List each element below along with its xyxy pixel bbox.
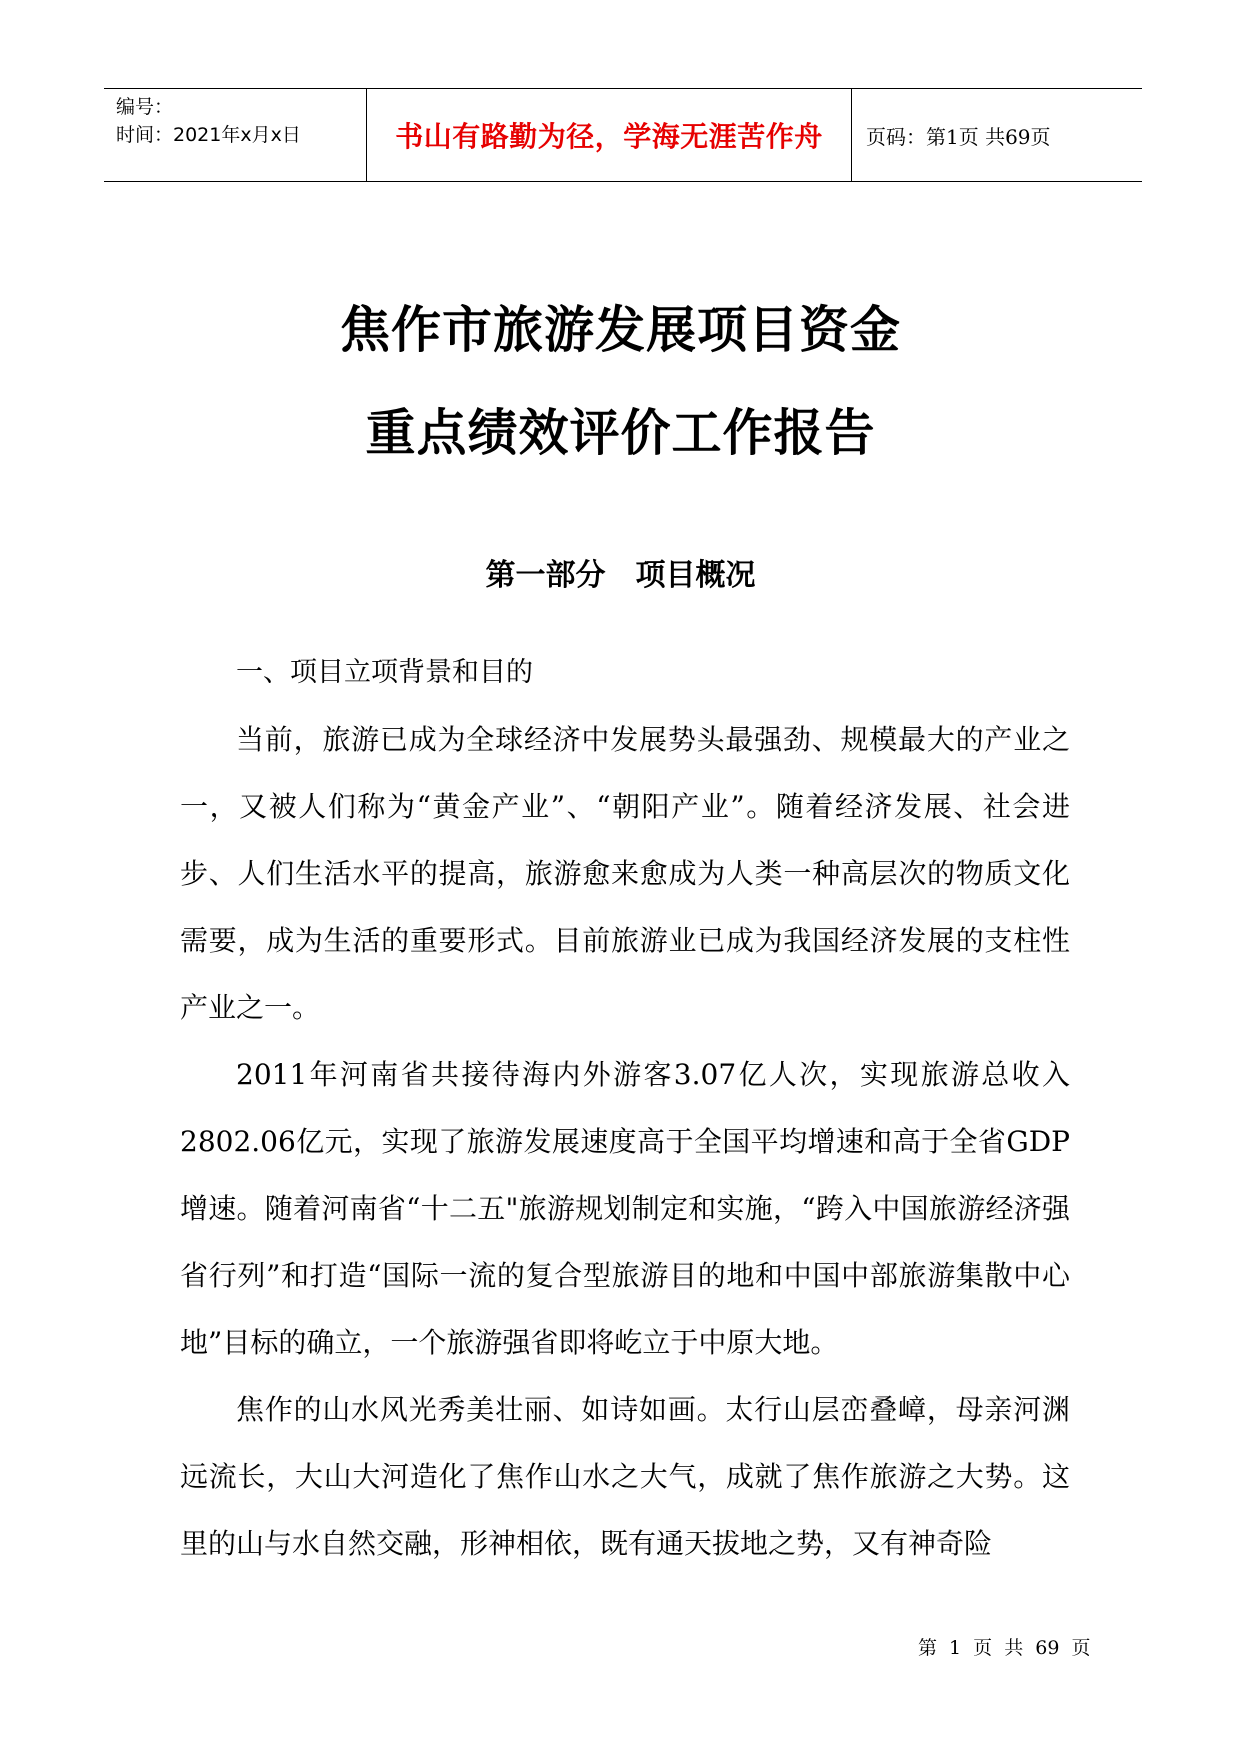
paragraph-2: 2011年河南省共接待海内外游客3.07亿人次，实现旅游总收入2802.06亿元，实现了旅游发展速度高于全国平均增速和高于全省GDP增速。随着河南省“十二五"旅游规划制定和实施，“跨入中国旅游经济强省行列”和打造“国际一流的复合型旅游目的地和中国中部旅游集散中心地”目标的确立，一个旅游强省即将屹立于中原大地。 xyxy=(180,1058,1070,1359)
page-footer: 第 1 页 共 69 页 xyxy=(918,1637,1091,1659)
document-title-line-2: 重点绩效评价工作报告 xyxy=(365,403,876,462)
paragraph-1: 当前，旅游已成为全球经济中发展势头最强劲、规模最大的产业之一，又被人们称为“黄金产业”、“朝阳产业”。随着经济发展、社会进步、人们生活水平的提高，旅游愈来愈成为人类一种高层次的物质文化需要，成为生活的重要形式。目前旅游业已成为我国经济发展的支柱性产业之一。 xyxy=(180,723,1070,1024)
header-motto: 书山有路勤为径，学海无涯苦作舟 xyxy=(367,89,852,181)
header-meta xyxy=(104,89,367,181)
page-header xyxy=(104,88,1142,182)
time-label: 时间：2021年x月x日 xyxy=(116,124,301,146)
header-page-label: 页码：第1页 共69页 xyxy=(866,124,1051,149)
part-title: 第一部分 项目概况 xyxy=(485,558,756,593)
section-heading: 一、项目立项背景和目的 xyxy=(236,657,533,688)
paragraph-3: 焦作的山水风光秀美壮丽、如诗如画。太行山层峦叠嶂，母亲河渊远流长，大山大河造化了焦作山水之大气，成就了焦作旅游之大势。这里的山与水自然交融，形神相依，既有通天拔地之势，又有神奇险 xyxy=(180,1393,1070,1560)
number-label: 编号： xyxy=(116,96,174,118)
document-title-line-1: 焦作市旅游发展项目资金 xyxy=(340,300,901,359)
